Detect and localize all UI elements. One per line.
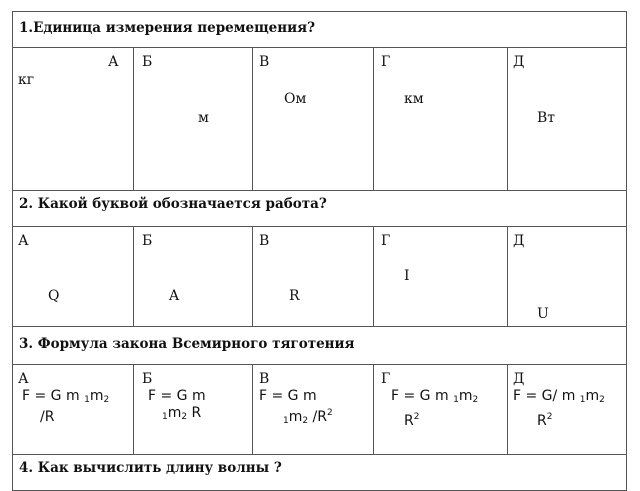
q1-answer-e: Вт: [537, 110, 556, 126]
divider: [252, 47, 253, 190]
divider: [12, 47, 627, 48]
q2-answer-e: U: [537, 306, 549, 322]
q2-letter-b: Б: [142, 233, 153, 249]
q1-letter-c: В: [259, 54, 270, 70]
divider: [507, 226, 508, 326]
q3-formula-e: F = G/ m $_1m_2$ $R^2$: [513, 388, 605, 429]
q1-answer-b: м: [198, 110, 209, 126]
divider: [12, 190, 627, 191]
q2-answer-a: Q: [48, 288, 60, 304]
divider: [507, 47, 508, 190]
q2-letter-e: Д: [513, 233, 525, 249]
q1-letter-b: Б: [142, 54, 153, 70]
question-2-title: 2. Какой буквой обозначается работа?: [19, 196, 327, 212]
divider: [133, 226, 134, 326]
question-1-title: 1.Единица измерения перемещения?: [19, 20, 316, 36]
q3-letter-b: Б: [142, 371, 153, 387]
divider: [252, 226, 253, 326]
divider: [373, 47, 374, 190]
q3-formula-d: F = G m $_1m_2$ $R^2$: [391, 388, 479, 429]
q1-letter-a: А: [108, 54, 119, 70]
question-4-title: 4. Как вычислить длину волны ?: [19, 460, 282, 476]
q3-formula-c: F = G m $_1m_2$ $/R^2$: [259, 388, 333, 426]
question-3-title: 3. Формула закона Всемирного тяготения: [19, 336, 355, 352]
q2-answer-b: A: [169, 288, 180, 304]
q3-letter-e: Д: [513, 371, 525, 387]
q2-answer-c: R: [289, 288, 300, 304]
q3-letter-d: Г: [381, 371, 391, 387]
q1-answer-c: Ом: [284, 91, 307, 107]
q1-letter-d: Г: [381, 54, 391, 70]
divider: [373, 226, 374, 326]
q3-formula-b: F = G m $_1m_2$ R: [148, 388, 206, 422]
divider: [12, 454, 627, 455]
divider: [12, 326, 627, 327]
divider: [12, 364, 627, 365]
divider: [133, 47, 134, 190]
divider: [507, 364, 508, 454]
q1-letter-e: Д: [513, 54, 525, 70]
q2-letter-d: Г: [381, 233, 391, 249]
divider: [12, 226, 627, 227]
divider: [252, 364, 253, 454]
q1-answer-a: кг: [18, 72, 35, 88]
q1-answer-d: км: [404, 91, 424, 107]
q3-letter-c: В: [259, 371, 270, 387]
divider: [133, 364, 134, 454]
q2-letter-a: А: [18, 233, 29, 249]
q2-letter-c: В: [259, 233, 270, 249]
q2-answer-d: I: [404, 268, 410, 284]
divider: [373, 364, 374, 454]
q3-formula-a: F = G m $_1m_2$ /R: [22, 388, 110, 425]
q3-letter-a: А: [18, 371, 29, 387]
